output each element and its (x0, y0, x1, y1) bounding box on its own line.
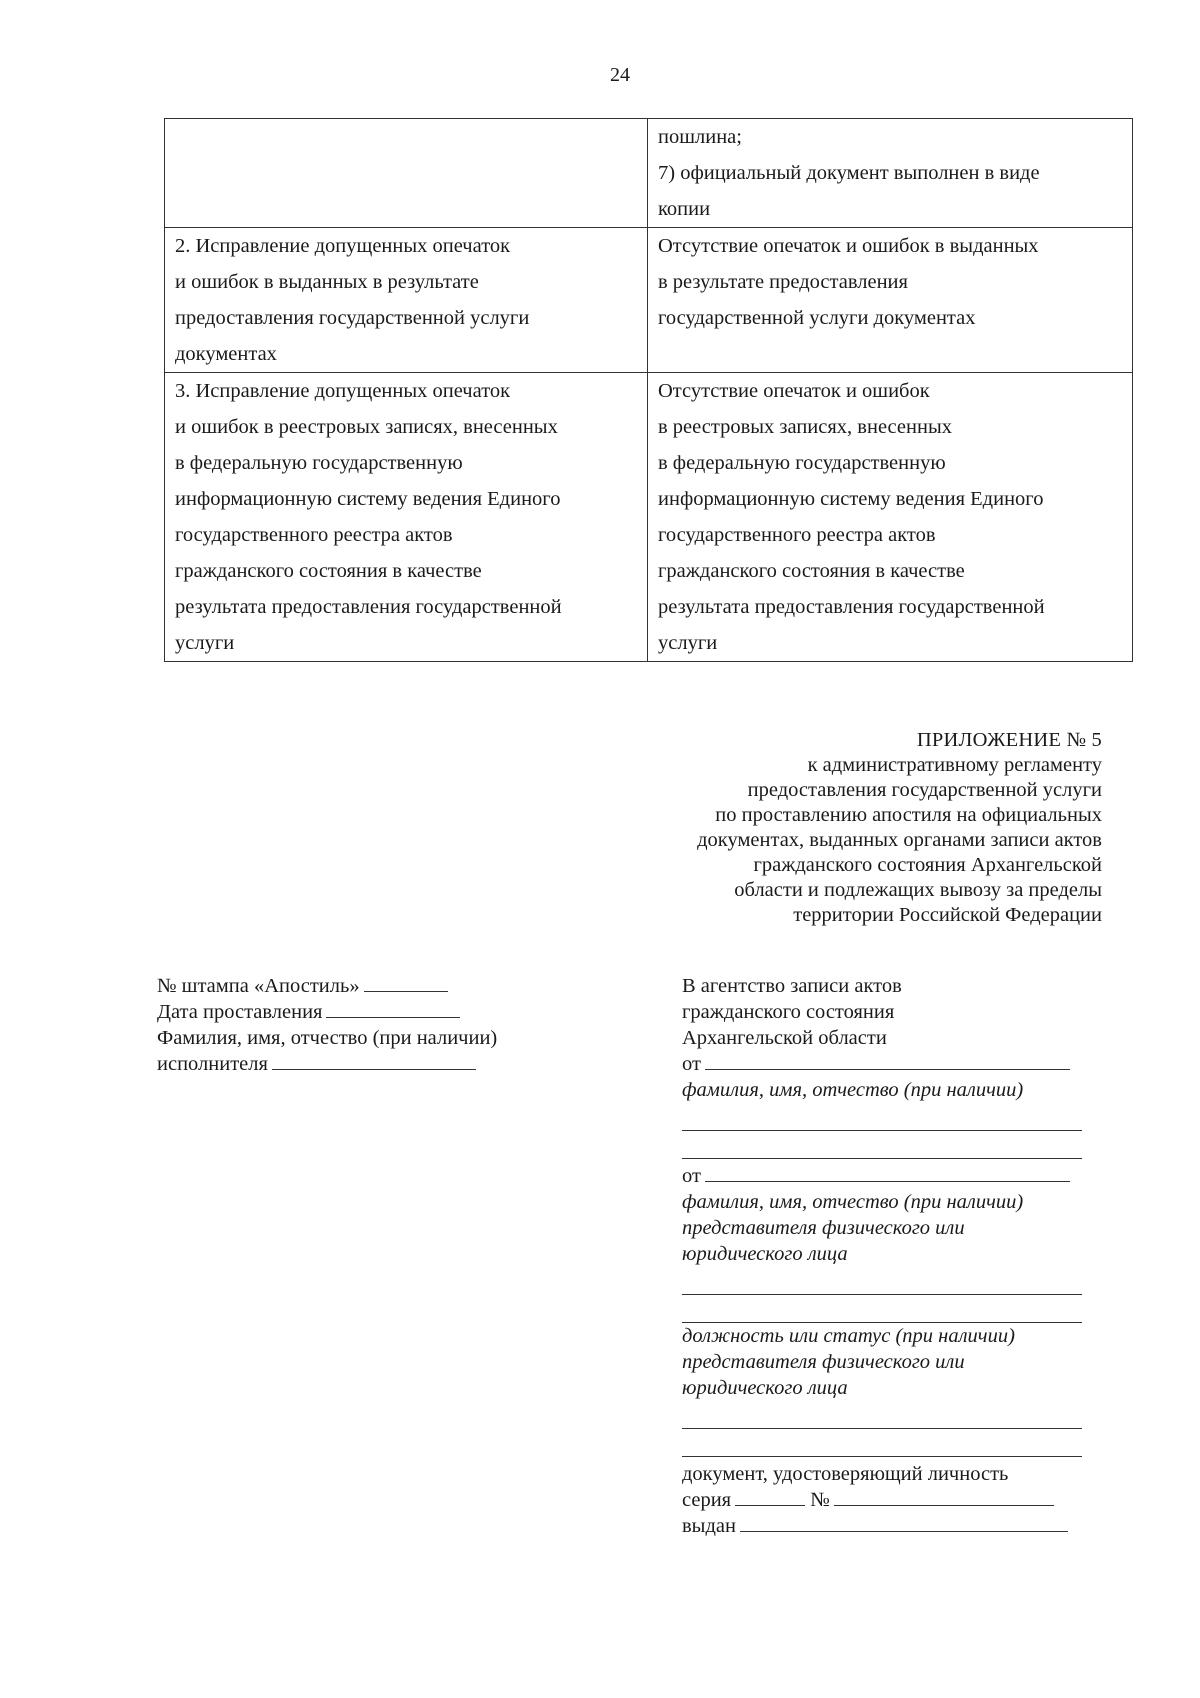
table-row (165, 373, 1133, 662)
from-applicant-field[interactable] (705, 1051, 1070, 1070)
blank-line-field[interactable] (682, 1103, 1082, 1131)
table-row (165, 228, 1133, 373)
table-cell-right: Отсутствие опечаток и ошибок в реестровых записях, внесенных в федеральную государственную информационную систему ведения Единого государственного реестра актов гражданского состояния в качестве результата предоставления государственной услуги (648, 373, 1133, 662)
id-document-label: документ, удостоверяющий личность (682, 1463, 1009, 1485)
blank-line-field[interactable] (682, 1131, 1082, 1159)
status-hint: должность или статус (при наличии) (682, 1325, 1015, 1347)
applicant-fio-hint: фамилия, имя, отчество (при наличии) (682, 1079, 1024, 1101)
fio-line: Фамилия, имя, отчество (при наличии) (157, 1027, 498, 1049)
from-representative-field[interactable] (705, 1163, 1070, 1182)
blank-line-field[interactable] (682, 1267, 1082, 1295)
representative-fio-hint: фамилия, имя, отчество (при наличии) (682, 1191, 1024, 1213)
regulation-table (164, 118, 1133, 662)
blank-line-field[interactable] (682, 1401, 1082, 1429)
from-applicant-line (682, 1051, 1082, 1077)
issued-label: выдан (682, 1515, 736, 1537)
stamp-number-label: № штампа «Апостиль» (157, 975, 360, 997)
status-entity-hint: юридического лица (682, 1377, 848, 1399)
status-type-hint: представителя физического или (682, 1351, 965, 1373)
executor-line (157, 1051, 597, 1077)
stamp-number-line (157, 973, 597, 999)
addressee-line-3: Архангельской области (682, 1027, 887, 1049)
table-cell-right: пошлина; 7) официальный документ выполнен в виде копии (648, 119, 1133, 228)
representative-type-hint: представителя физического или (682, 1217, 965, 1239)
table-cell-left: 2. Исправление допущенных опечаток и ошибок в выданных в результате предоставления государственной услуги документах (165, 228, 648, 373)
number-sign-label: № (810, 1489, 830, 1511)
table-cell-left: 3. Исправление допущенных опечаток и ошибок в реестровых записях, внесенных в федеральную государственную информационную систему ведения Единого государственного реестра актов гражданского состояния в качестве результата предоставления государственной услуги (165, 373, 648, 662)
executor-label: исполнителя (157, 1053, 268, 1075)
page-number: 24 (610, 64, 630, 86)
from-representative-line (682, 1163, 1082, 1189)
date-field[interactable] (326, 999, 460, 1018)
stamp-number-field[interactable] (364, 973, 448, 992)
from-label: от (682, 1165, 701, 1187)
blank-line-field[interactable] (682, 1429, 1082, 1457)
appendix-subtitle: к административному регламенту предоставления государственной услуги по проставлению апостиля на официальных документах, выданных органами записи актов гражданского состояния Архангельской области и подлежащих вывозу за пределы территории Российской Федерации (697, 754, 1102, 926)
date-label: Дата проставления (157, 1001, 323, 1023)
table-row (165, 119, 1133, 228)
stamp-info-block (157, 973, 597, 1077)
representative-entity-hint: юридического лица (682, 1243, 848, 1265)
series-label: серия (682, 1489, 732, 1511)
number-field[interactable] (834, 1487, 1054, 1506)
date-line (157, 999, 597, 1025)
series-field[interactable] (735, 1487, 805, 1506)
series-number-line (682, 1487, 1082, 1513)
issued-line (682, 1513, 1082, 1539)
blank-line-field[interactable] (682, 1295, 1082, 1323)
appendix-header (582, 728, 1102, 928)
table-cell-right: Отсутствие опечаток и ошибок в выданных в результате предоставления государственной услуги документах (648, 228, 1133, 373)
issued-field[interactable] (740, 1513, 1068, 1532)
table-cell-left (165, 119, 648, 228)
executor-field[interactable] (272, 1051, 476, 1070)
addressee-block (682, 973, 1082, 1539)
addressee-line-2: гражданского состояния (682, 1001, 895, 1023)
appendix-title: ПРИЛОЖЕНИЕ № 5 (916, 729, 1102, 751)
addressee-line-1: В агентство записи актов (682, 975, 902, 997)
from-label: от (682, 1053, 701, 1075)
